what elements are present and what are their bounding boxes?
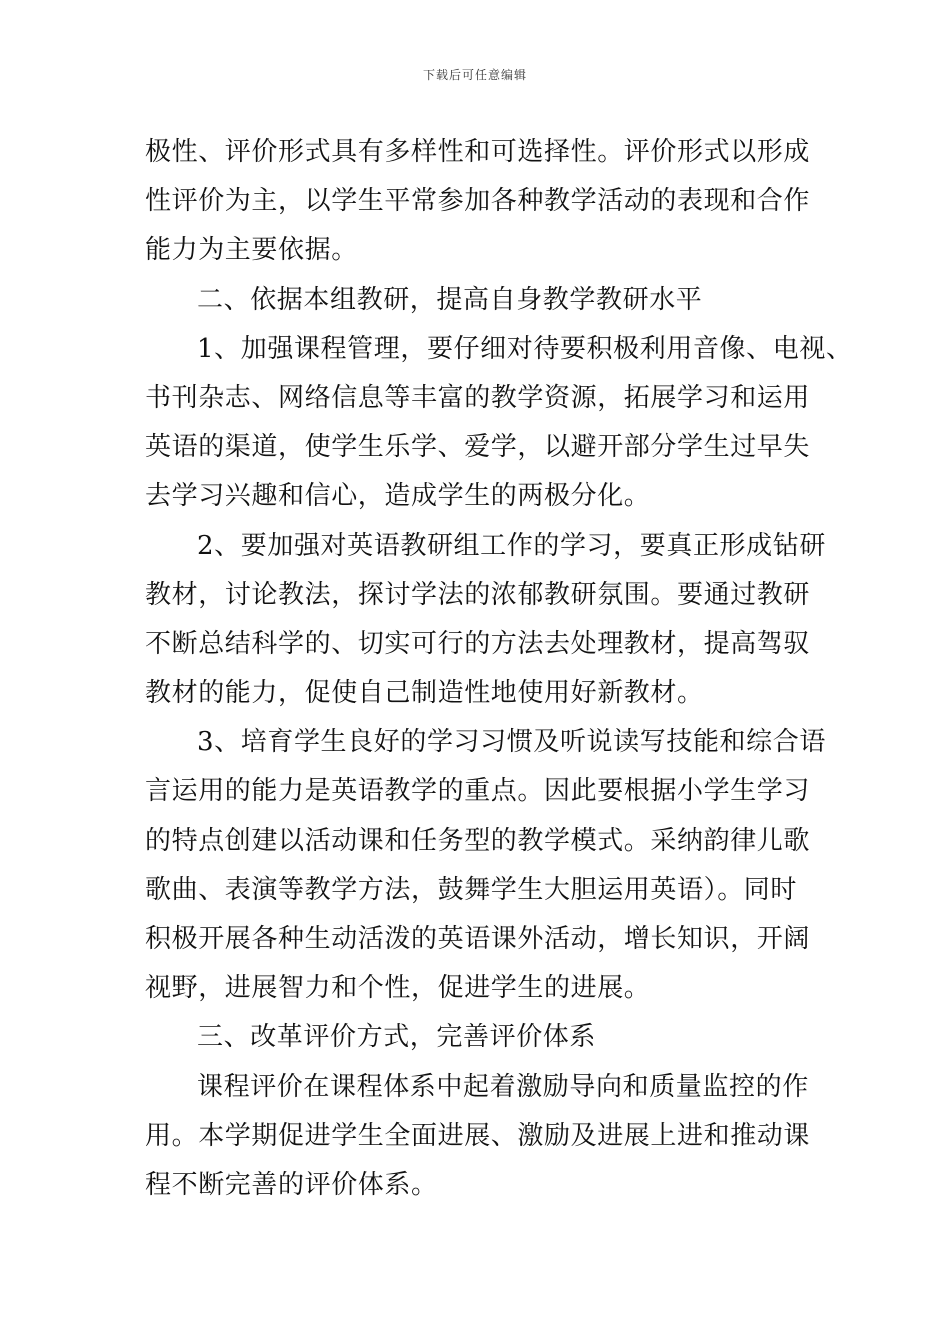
text-line: 用。本学期促进学生全面进展、激励及进展上进和推动课 <box>145 1120 811 1151</box>
text-line: 性评价为主，以学生平常参加各种教学活动的表现和合作 <box>145 186 811 217</box>
text-line: 去学习兴趣和信心，造成学生的两极分化。 <box>145 481 651 512</box>
text-line: 英语的渠道，使学生乐学、爱学，以避开部分学生过早失 <box>145 432 811 463</box>
text-line: 3、培育学生良好的学习习惯及听说读写技能和综合语 <box>197 727 826 758</box>
text-line: 积极开展各种生动活泼的英语课外活动，增长知识，开阔 <box>145 924 811 954</box>
section-heading: 二、依据本组教研，提高自身教学教研水平 <box>197 284 703 315</box>
document-body <box>145 128 853 1210</box>
text-line: 程不断完善的评价体系。 <box>145 1169 438 1200</box>
text-line: 1、加强课程管理，要仔细对待要积极利用音像、电视、 <box>197 333 853 364</box>
text-line: 教材，讨论教法，探讨学法的浓郁教研氛围。要通过教研 <box>145 579 811 610</box>
text-line: 极性、评价形式具有多样性和可选择性。评价形式以形成 <box>145 137 811 167</box>
section-heading: 三、改革评价方式，完善评价体系 <box>197 1022 597 1053</box>
page-header-note: 下载后可任意编辑 <box>422 68 527 82</box>
text-line: 言运用的能力是英语教学的重点。因此要根据小学生学习 <box>145 776 811 807</box>
text-line: 能力为主要依据。 <box>145 235 358 266</box>
text-line: 歌曲、表演等教学方法，鼓舞学生大胆运用英语）。同时 <box>145 874 798 905</box>
text-line: 视野，进展智力和个性，促进学生的进展。 <box>145 973 651 1004</box>
text-line: 不断总结科学的、切实可行的方法去处理教材，提高驾驭 <box>145 628 811 659</box>
text-line: 书刊杂志、网络信息等丰富的教学资源，拓展学习和运用 <box>145 382 811 413</box>
text-line: 课程评价在课程体系中起着激励导向和质量监控的作 <box>197 1071 809 1102</box>
text-line: 教材的能力，促使自己制造性地使用好新教材。 <box>145 678 704 709</box>
text-line: 2、要加强对英语教研组工作的学习，要真正形成钻研 <box>197 530 826 561</box>
text-line: 的特点创建以活动课和任务型的教学模式。采纳韵律儿歌 <box>145 825 811 856</box>
